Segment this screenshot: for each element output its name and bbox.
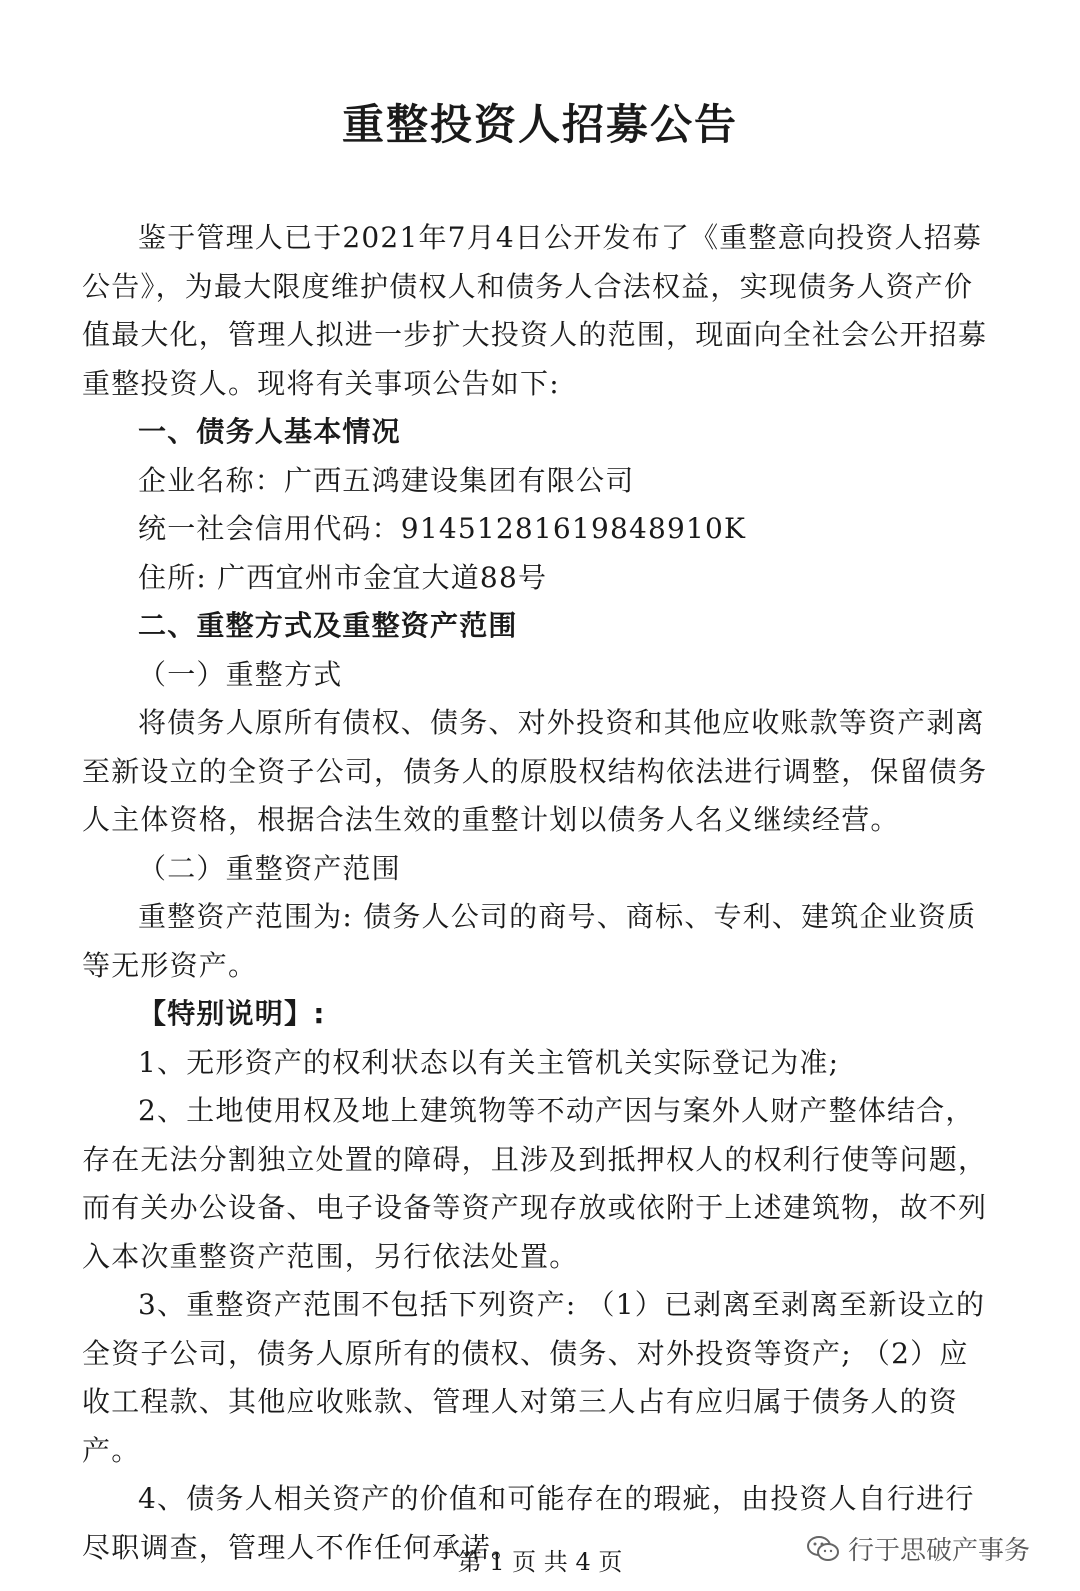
section-heading-reorg-method: 二、重整方式及重整资产范围 (138, 609, 518, 642)
subheading-reorg-method: （一）重整方式 (138, 657, 343, 691)
section-heading-debtor-info: 一、债务人基本情况 (138, 415, 401, 448)
special-note-4: 4、债务人相关资产的价值和可能存在的瑕疵，由投资人自行进行尽职调查，管理人不作任何承诺。 (82, 1482, 975, 1564)
page-title: 重整投资人招募公告 (341, 100, 738, 149)
special-note-1: 1、无形资产的权利状态以有关主管机关实际登记为准; (138, 1045, 840, 1079)
credit-code: 统一社会信用代码：91451281619848910K (138, 512, 747, 545)
special-notes-heading: 【特别说明】: (138, 997, 326, 1030)
address: 住所: 广西宜州市金宜大道88号 (138, 560, 548, 594)
subheading-asset-scope: （二）重整资产范围 (138, 851, 401, 885)
special-note-3: 3、重整资产范围不包括下列资产: （1）已剥离至剥离至新设立的全资子公司，债务人原所有的债权、债务、对外投资等资产; （2）应收工程款、其他应收账款、管理人对第三人占有应归属于债务人的资产。 (82, 1288, 986, 1467)
watermark (806, 1530, 1030, 1567)
document-body (82, 214, 992, 1572)
wechat-icon (806, 1534, 840, 1564)
asset-scope-paragraph: 重整资产范围为: 债务人公司的商号、商标、专利、建筑企业资质等无形资产。 (82, 900, 977, 982)
reorg-method-paragraph: 将债务人原所有债权、债务、对外投资和其他应收账款等资产剥离至新设立的全资子公司，债务人的原股权结构依法进行调整，保留债务人主体资格，根据合法生效的重整计划以债务人名义继续经营。 (82, 706, 988, 836)
page-number: 第 1 页 共 4 页 (457, 1548, 623, 1576)
special-note-2: 2、土地使用权及地上建筑物等不动产因与案外人财产整体结合，存在无法分割独立处置的障碍，且涉及到抵押权人的权利行使等问题，而有关办公设备、电子设备等资产现存放或依附于上述建筑物，故不列入本次重整资产范围，另行依法处置。 (82, 1094, 988, 1273)
intro-paragraph: 鉴于管理人已于2021年7月4日公开发布了《重整意向投资人招募公告》，为最大限度维护债权人和债务人合法权益，实现债务人资产价值最大化，管理人拟进一步扩大投资人的范围，现面向全社会公开招募重整投资人。现将有关事项公告如下: (82, 221, 988, 400)
watermark-text: 行于思破产事务 (848, 1536, 1031, 1566)
company-name: 企业名称：广西五鸿建设集团有限公司 (138, 463, 635, 497)
